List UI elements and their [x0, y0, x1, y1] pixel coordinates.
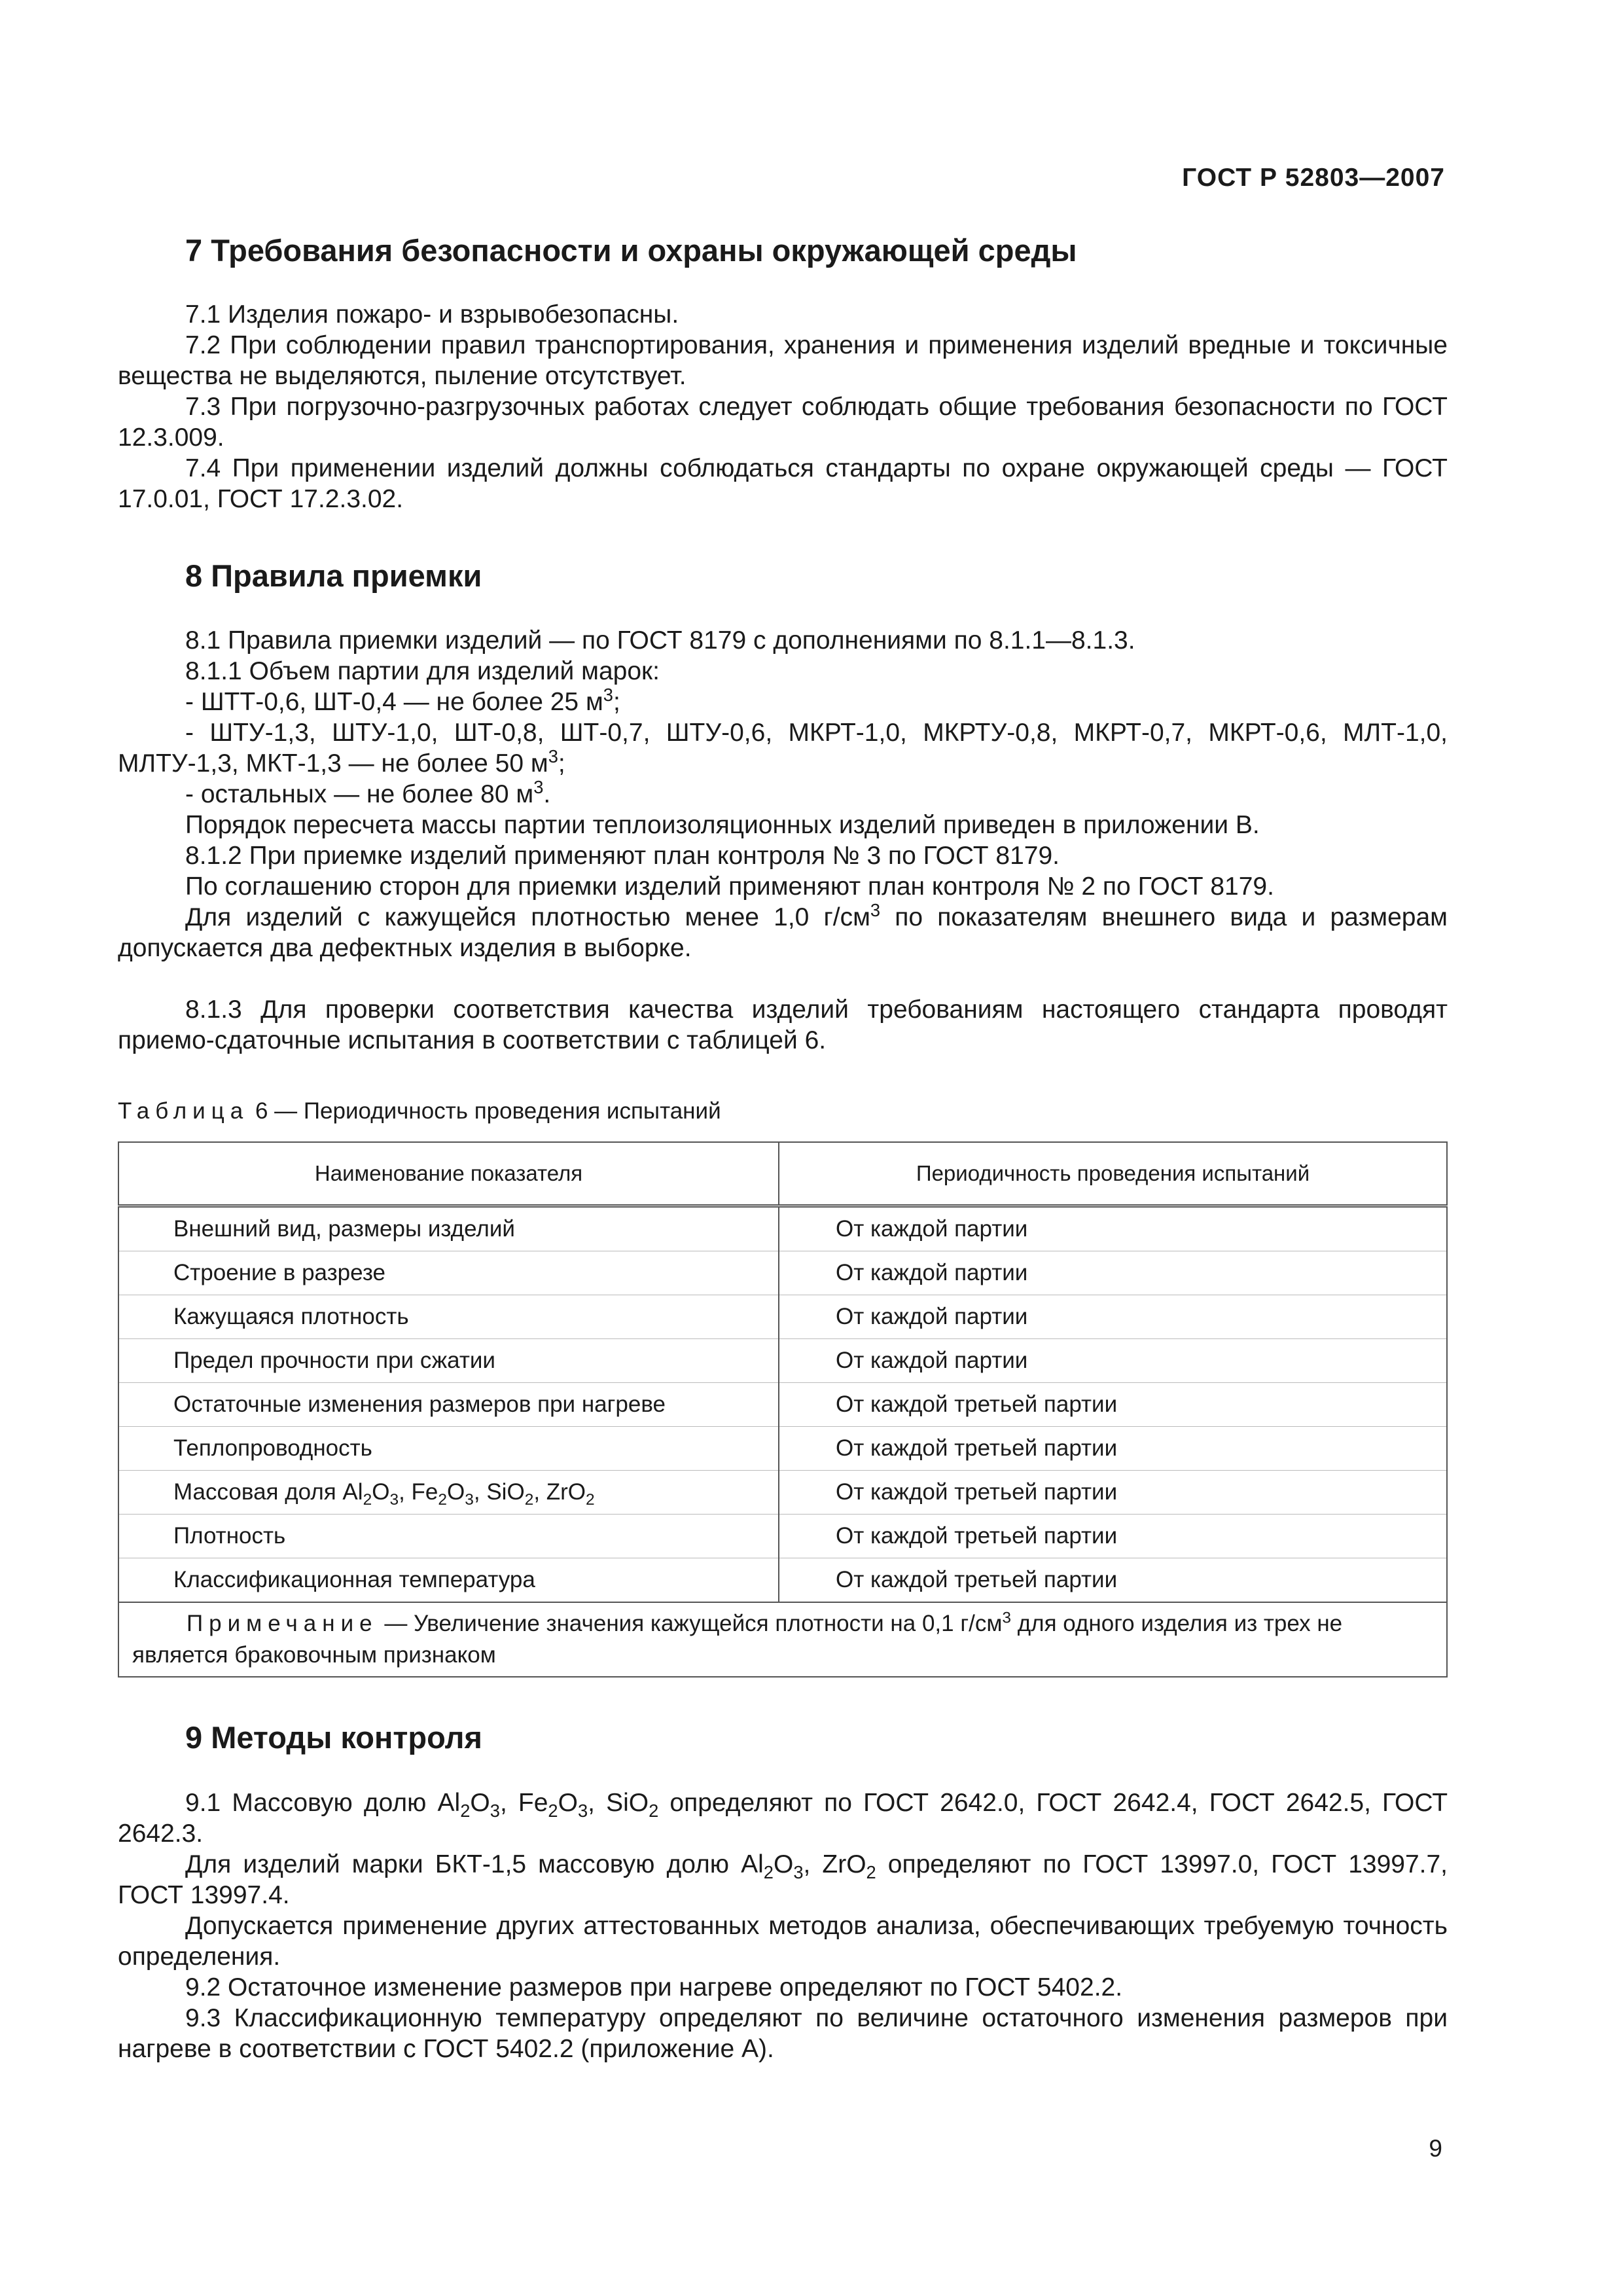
- lot-size-item-1: - ШТТ-0,6, ШТ-0,4 — не более 25 $м^3$;: [185, 685, 620, 716]
- lot-size-item-3: - остальных — не более 80 $м^3$.: [185, 777, 551, 808]
- section-8-title: 8 Правила приемки: [185, 558, 482, 593]
- paragraph-recalc: Порядок пересчета массы партии теплоизоляционных изделий приведен в приложении В.: [185, 811, 1260, 839]
- table-note: Примечание — Увеличение значения кажущейся плотности на 0,1 $г/см^3$ для одного изделия из трех не является браковочным признаком: [118, 1602, 1447, 1677]
- paragraph-density: Для изделий с кажущейся плотностью менее 1,0 $г/см^3$ по показателям внешнего вида и размерам допускается два дефектных изделия в выборке.: [118, 900, 1448, 962]
- paragraph-7-2: 7.2 При соблюдении правил транспортирования, хранения и применения изделий вредные и токсичные вещества не выделяются, пыление отсутствует.: [118, 331, 1448, 390]
- paragraph-8-1-3: 8.1.3 Для проверки соответствия качества изделий требованиям настоящего стандарта проводят приемо-сдаточные испытания в соответствии с таблицей 6.: [118, 996, 1448, 1054]
- mass-fraction-cell: Массовая доля $Al_2O_3$, $Fe_2O_3$, SiO$_2$, ZrO$_2$: [118, 1471, 779, 1515]
- paragraph-7-3: 7.3 При погрузочно-разгрузочных работах следует соблюдать общие требования безопасности по ГОСТ 12.3.009.: [118, 393, 1448, 452]
- paragraph-bkt: Для изделий марки БКТ-1,5 массовую долю $Al_2O_3$, ZrO$_2$ определяют по ГОСТ 13997.0, ГОСТ 13997.7, ГОСТ 13997.4.: [118, 1850, 1448, 1909]
- paragraph-8-1: 8.1 Правила приемки изделий — по ГОСТ 8179 с дополнениями по 8.1.1—8.1.3.: [185, 626, 1135, 655]
- table-row: Предел прочности при сжатии От каждой партии: [118, 1339, 1447, 1383]
- table-row: Теплопроводность От каждой третьей партии: [118, 1427, 1447, 1471]
- paragraph-8-1-1: 8.1.1 Объем партии для изделий марок:: [185, 657, 660, 685]
- section-7-title: 7 Требования безопасности и охраны окружающей среды: [185, 233, 1077, 268]
- section-9-title: 9 Методы контроля: [185, 1720, 482, 1755]
- table-row: Плотность От каждой третьей партии: [118, 1515, 1447, 1558]
- column-header-period: Периодичность проведения испытаний: [779, 1142, 1447, 1206]
- table-row: Строение в разрезе От каждой партии: [118, 1251, 1447, 1295]
- table-6-caption: Таблица 6 — Периодичность проведения испытаний: [118, 1098, 721, 1124]
- table-header-row: [118, 1142, 1447, 1206]
- table-row: Массовая доля $Al_2O_3$, $Fe_2O_3$, SiO$_2$, ZrO$_2$ От каждой третьей партии: [118, 1471, 1447, 1515]
- paragraph-9-3: 9.3 Классификационную температуру определяют по величине остаточного изменения размеров при нагреве в соответствии с ГОСТ 5402.2 (приложение А).: [118, 2004, 1448, 2063]
- paragraph-agreement: По соглашению сторон для приемки изделий применяют план контроля № 2 по ГОСТ 8179.: [185, 872, 1274, 901]
- page-number: 9: [1429, 2135, 1442, 2162]
- paragraph-7-1: 7.1 Изделия пожаро- и взрывобезопасны.: [185, 300, 679, 329]
- table-row: Классификационная температура От каждой третьей партии: [118, 1558, 1447, 1603]
- section-8-body: [118, 625, 1448, 1056]
- paragraph-9-2: 9.2 Остаточное изменение размеров при нагреве определяют по ГОСТ 5402.2.: [185, 1973, 1123, 2001]
- section-7-body: [118, 299, 1448, 514]
- table-row: Внешний вид, размеры изделий От каждой партии: [118, 1206, 1447, 1251]
- lot-size-item-2: - ШТУ-1,3, ШТУ-1,0, ШТ-0,8, ШТ-0,7, ШТУ-0,6, МКРТ-1,0, МКРТУ-0,8, МКРТ-0,7, МКРТ-0,6, МЛТ-1,0, МЛТУ-1,3, МКТ-1,3 — не более 50 $м^3$;: [118, 719, 1448, 778]
- column-header-name: Наименование показателя: [118, 1142, 779, 1206]
- table-row: Остаточные изменения размеров при нагреве От каждой третьей партии: [118, 1383, 1447, 1427]
- paragraph-9-1: 9.1 Массовую долю $Al_2O_3$, $Fe_2O_3$, SiO$_2$ определяют по ГОСТ 2642.0, ГОСТ 2642.4, ГОСТ 2642.5, ГОСТ 2642.3.: [118, 1789, 1448, 1848]
- document-code: ГОСТ Р 52803—2007: [1182, 164, 1445, 192]
- paragraph-8-1-2: 8.1.2 При приемке изделий применяют план контроля № 3 по ГОСТ 8179.: [185, 842, 1060, 870]
- table-note-row: [118, 1602, 1447, 1677]
- table-6: [118, 1141, 1448, 1677]
- paragraph-other-methods: Допускается применение других аттестованных методов анализа, обеспечивающих требуемую точность определения.: [118, 1912, 1448, 1971]
- paragraph-7-4: 7.4 При применении изделий должны соблюдаться стандарты по охране окружающей среды — ГОСТ 17.0.01, ГОСТ 17.2.3.02.: [118, 454, 1448, 513]
- section-9-body: [118, 1787, 1448, 2064]
- table-row: Кажущаяся плотность От каждой партии: [118, 1295, 1447, 1339]
